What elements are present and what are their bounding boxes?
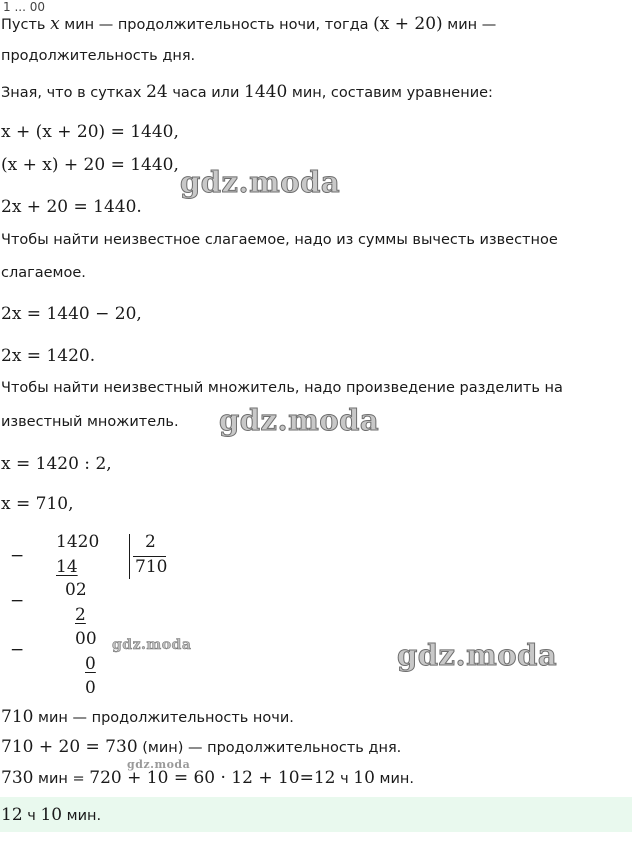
- watermark: gdz.moda: [397, 638, 558, 672]
- division-vertical-line: [129, 534, 130, 579]
- text: мин — продолжительность ночи, тогда: [59, 17, 374, 33]
- equation-2: (x + x) + 20 = 1440,: [1, 155, 179, 175]
- divisor: 2: [145, 532, 156, 552]
- math-num: 10: [40, 805, 63, 825]
- equation-1: x + (x + 20) = 1440,: [1, 122, 179, 142]
- equation-5: 2x = 1420.: [1, 346, 96, 366]
- subtrahend-2: 2: [75, 605, 86, 625]
- minus-sign: −: [10, 640, 25, 660]
- math-num: 12: [1, 805, 23, 825]
- text: (мин) — продолжительность дня.: [137, 740, 402, 756]
- text: мин, составим уравнение:: [287, 85, 493, 101]
- text: мин =: [33, 771, 90, 787]
- watermark: gdz.moda: [180, 165, 341, 199]
- math-num: 1440: [244, 82, 288, 102]
- subtrahend-1: 14: [56, 557, 78, 577]
- rule-1-line-2: слагаемое.: [1, 265, 86, 281]
- text: Пусть: [1, 17, 51, 33]
- text-line-1: [1, 14, 496, 34]
- quotient: 710: [135, 557, 168, 577]
- minus-sign: −: [10, 546, 25, 566]
- conclusion-line-3: [1, 768, 414, 788]
- cropped-line-fragment: 1 ... 00: [3, 0, 45, 14]
- remainder-1: 02: [65, 580, 87, 600]
- rule-2-line-1: Чтобы найти неизвестный множитель, надо произведение разделить на: [1, 380, 563, 396]
- remainder-2: 00: [75, 629, 97, 649]
- rule-2-line-2: известный множитель.: [1, 414, 179, 430]
- watermark: gdz.moda: [127, 758, 191, 771]
- equation-6: x = 1420 : 2,: [1, 454, 112, 474]
- text-line-3: [1, 82, 493, 102]
- math-num: 10: [353, 768, 375, 788]
- minus-sign: −: [10, 591, 25, 611]
- dividend: 1420: [56, 532, 100, 552]
- subtrahend-3: 0: [85, 654, 96, 674]
- math-expr: 720 + 10 = 60 · 12 + 10=12: [89, 768, 336, 788]
- text: часа или: [167, 85, 244, 101]
- watermark: gdz.moda: [219, 403, 380, 437]
- conclusion-line-1: [1, 707, 294, 727]
- math-num: 24: [146, 82, 168, 102]
- equation-7: x = 710,: [1, 494, 74, 514]
- math-num: 710: [1, 707, 34, 727]
- final-remainder: 0: [85, 678, 96, 698]
- math-expr: 710 + 20 = 730: [1, 737, 138, 757]
- equation-3: 2x + 20 = 1440.: [1, 197, 142, 217]
- answer: [1, 805, 101, 825]
- math-var: x: [50, 14, 60, 34]
- math-num: 730: [1, 768, 34, 788]
- text: мин.: [374, 771, 414, 787]
- text: мин —: [442, 17, 497, 33]
- text: мин.: [62, 808, 102, 824]
- text: Зная, что в сутках: [1, 85, 147, 101]
- text: ч: [335, 771, 354, 787]
- watermark: gdz.moda: [112, 637, 192, 653]
- text: мин — продолжительность ночи.: [33, 710, 294, 726]
- math-expr: (x + 20): [373, 14, 443, 34]
- rule-1-line-1: Чтобы найти неизвестное слагаемое, надо из суммы вычесть известное: [1, 232, 558, 248]
- text-line-2: продолжительность дня.: [1, 48, 196, 64]
- text: ч: [22, 808, 41, 824]
- equation-4: 2x = 1440 − 20,: [1, 304, 142, 324]
- conclusion-line-2: [1, 737, 401, 757]
